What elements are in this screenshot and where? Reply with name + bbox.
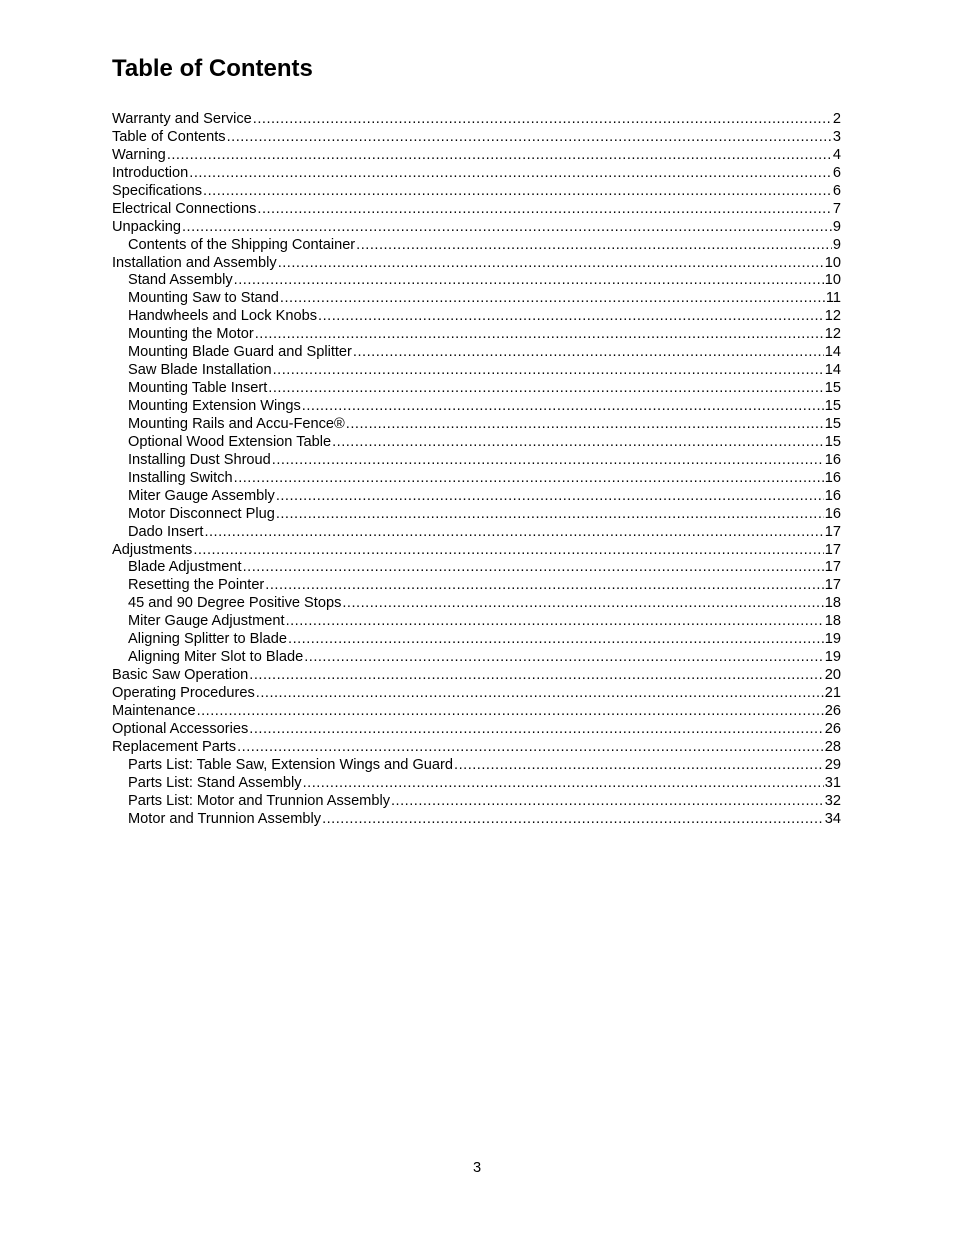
toc-entry-title: Introduction	[112, 164, 189, 181]
dot-leader	[197, 703, 824, 721]
toc-entry	[112, 219, 841, 237]
toc-entry	[112, 362, 841, 380]
toc-entry-title: Installation and Assembly	[112, 254, 277, 271]
toc-entry-page: 17	[824, 559, 841, 576]
dot-leader	[280, 290, 825, 308]
toc-entry-title: Replacement Parts	[112, 738, 237, 755]
toc-entry-title: Unpacking	[112, 218, 181, 235]
toc-entry-title: Motor Disconnect Plug	[128, 505, 275, 522]
toc-entry-page: 31	[824, 774, 841, 791]
toc-entry-title: Mounting Saw to Stand	[128, 290, 279, 307]
toc-entry	[112, 488, 841, 506]
toc-entry-page: 12	[824, 308, 841, 325]
toc-entry-page: 19	[824, 631, 841, 648]
toc-entry	[112, 703, 841, 721]
toc-entry	[112, 721, 841, 739]
toc-entry	[112, 416, 841, 434]
toc-entry-page: 7	[832, 200, 841, 217]
toc-entry-page: 9	[832, 218, 841, 235]
dot-leader	[346, 416, 824, 434]
dot-leader	[278, 255, 824, 273]
dot-leader	[249, 721, 823, 739]
dot-leader	[257, 201, 831, 219]
dot-leader	[318, 308, 824, 326]
toc-entry	[112, 506, 841, 524]
dot-leader	[288, 631, 824, 649]
dot-leader	[303, 775, 824, 793]
toc-entry-title: Mounting Extension Wings	[128, 398, 301, 414]
toc-entry	[112, 452, 841, 470]
toc-entry-page: 11	[825, 290, 841, 307]
toc-entry	[112, 398, 841, 416]
toc-entry-page: 2	[832, 111, 841, 127]
toc-entry-page: 28	[824, 738, 841, 755]
toc-entry-title: Dado Insert	[128, 523, 204, 540]
toc-entry	[112, 237, 841, 255]
dot-leader	[189, 165, 832, 183]
toc-entry	[112, 542, 841, 560]
toc-entry-title: Stand Assembly	[128, 272, 233, 289]
toc-entry	[112, 631, 841, 649]
toc-entry	[112, 577, 841, 595]
toc-entry-page: 26	[824, 720, 841, 737]
toc-entry	[112, 793, 841, 811]
dot-leader	[167, 147, 832, 165]
dot-leader	[286, 613, 824, 631]
toc-entry	[112, 272, 841, 290]
toc-entry-title: Resetting the Pointer	[128, 577, 265, 594]
toc-entry-page: 16	[824, 469, 841, 486]
toc-entry	[112, 667, 841, 685]
toc-entry-title: Handwheels and Lock Knobs	[128, 308, 318, 325]
toc-entry-title: Optional Accessories	[112, 720, 249, 737]
toc-entry-title: Mounting Rails and Accu-Fence®	[128, 415, 345, 432]
dot-leader	[234, 470, 824, 488]
toc-entry-title: Optional Wood Extension Table	[128, 433, 332, 450]
toc-entry-page: 19	[824, 649, 841, 666]
toc-entry-page: 15	[824, 433, 841, 450]
dot-leader	[203, 183, 832, 201]
toc-entry-page: 21	[824, 685, 841, 701]
dot-leader	[272, 452, 824, 470]
toc-entry-title: Maintenance	[112, 702, 196, 719]
dot-leader	[237, 739, 824, 757]
toc-entry-page: 15	[824, 415, 841, 432]
toc-entry-page: 10	[824, 272, 841, 289]
toc-entry-title: Table of Contents	[112, 128, 226, 145]
dot-leader	[304, 649, 824, 667]
toc-entry-page: 18	[824, 613, 841, 630]
toc-entry-title: Mounting Table Insert	[128, 380, 268, 397]
toc-entry-title: Basic Saw Operation	[112, 667, 249, 684]
toc-entry-title: Parts List: Motor and Trunnion Assembly	[128, 792, 390, 809]
toc-entry	[112, 559, 841, 577]
toc-entry	[112, 255, 841, 273]
toc-entry	[112, 290, 841, 308]
toc-entry-title: Electrical Connections	[112, 200, 257, 217]
toc-entry	[112, 147, 841, 165]
dot-leader	[302, 398, 824, 416]
dot-leader	[273, 362, 824, 380]
toc-entry-title: Adjustments	[112, 541, 193, 558]
dot-leader	[182, 219, 832, 237]
dot-leader	[227, 129, 832, 147]
toc-entry	[112, 380, 841, 398]
dot-leader	[332, 434, 824, 452]
toc-entry	[112, 649, 841, 667]
dot-leader	[249, 667, 823, 685]
toc-entry-title: Operating Procedures	[112, 685, 255, 701]
dot-leader	[204, 524, 823, 542]
toc-entry	[112, 326, 841, 344]
toc-entry	[112, 757, 841, 775]
toc-entry-title: Miter Gauge Adjustment	[128, 613, 285, 630]
toc-entry-page: 17	[824, 523, 841, 540]
toc-entry	[112, 434, 841, 452]
dot-leader	[391, 793, 824, 811]
toc-entry	[112, 111, 841, 129]
toc-entry-title: Warning	[112, 146, 166, 163]
dot-leader	[256, 685, 824, 703]
toc-entry-title: 45 and 90 Degree Positive Stops	[128, 595, 342, 612]
toc-entry	[112, 613, 841, 631]
toc-entry	[112, 183, 841, 201]
toc-entry-page: 10	[824, 254, 841, 271]
dot-leader	[234, 272, 824, 290]
toc-entry	[112, 595, 841, 613]
dot-leader	[342, 595, 823, 613]
dot-leader	[243, 559, 824, 577]
page-number: 3	[472, 1160, 482, 1176]
dot-leader	[265, 577, 823, 595]
toc-entry	[112, 811, 841, 829]
dot-leader	[253, 111, 832, 129]
toc-entry-title: Parts List: Table Saw, Extension Wings and Guard	[128, 756, 454, 773]
toc-entry	[112, 739, 841, 757]
dot-leader	[353, 344, 824, 362]
toc-entry	[112, 775, 841, 793]
toc-entry-page: 26	[824, 702, 841, 719]
toc-entry-page: 32	[824, 792, 841, 809]
toc-entry	[112, 129, 841, 147]
toc-entry-page: 15	[824, 398, 841, 414]
toc-entry-title: Installing Dust Shroud	[128, 451, 271, 468]
dot-leader	[193, 542, 823, 560]
toc-entry	[112, 524, 841, 542]
dot-leader	[454, 757, 824, 775]
toc-entry-title: Contents of the Shipping Container	[128, 236, 356, 253]
toc-entry-page: 12	[824, 326, 841, 343]
toc-entry-title: Installing Switch	[128, 469, 233, 486]
toc-entry-page: 20	[824, 667, 841, 684]
toc-entry-page: 16	[824, 505, 841, 522]
page-title: Table of Contents	[112, 55, 313, 82]
toc-entry-page: 6	[832, 164, 841, 181]
toc-entry-page: 18	[824, 595, 841, 612]
toc-entry-page: 34	[824, 810, 841, 827]
dot-leader	[322, 811, 824, 829]
toc-entry-page: 16	[824, 451, 841, 468]
toc-entry-page: 4	[832, 146, 841, 163]
toc-entry-page: 17	[824, 577, 841, 594]
toc-entry	[112, 165, 841, 183]
toc-entry-page: 14	[824, 362, 841, 379]
toc-entry-title: Mounting the Motor	[128, 326, 254, 343]
toc-entry	[112, 470, 841, 488]
toc-entry-page: 9	[832, 236, 841, 253]
toc-entry-page: 29	[824, 756, 841, 773]
toc-entry	[112, 344, 841, 362]
toc-entry-title: Specifications	[112, 182, 203, 199]
toc-entry	[112, 685, 841, 703]
toc-entry-title: Mounting Blade Guard and Splitter	[128, 344, 352, 361]
dot-leader	[356, 237, 832, 255]
toc-entry-title: Motor and Trunnion Assembly	[128, 810, 322, 827]
toc-entry	[112, 308, 841, 326]
toc-entry	[112, 201, 841, 219]
dot-leader	[255, 326, 824, 344]
toc-entry-page: 6	[832, 182, 841, 199]
toc-entry-title: Warranty and Service	[112, 111, 252, 127]
toc-entry-page: 17	[824, 541, 841, 558]
toc-entry-title: Blade Adjustment	[128, 559, 242, 576]
dot-leader	[276, 488, 824, 506]
toc-entry-page: 14	[824, 344, 841, 361]
toc-entry-title: Saw Blade Installation	[128, 362, 272, 379]
toc-entry-title: Miter Gauge Assembly	[128, 487, 275, 504]
table-of-contents	[112, 111, 841, 829]
toc-entry-title: Aligning Miter Slot to Blade	[128, 649, 304, 666]
toc-entry-title: Aligning Splitter to Blade	[128, 631, 288, 648]
dot-leader	[268, 380, 823, 398]
dot-leader	[276, 506, 824, 524]
toc-entry-title: Parts List: Stand Assembly	[128, 774, 302, 791]
toc-entry-page: 3	[832, 128, 841, 145]
toc-entry-page: 16	[824, 487, 841, 504]
toc-entry-page: 15	[824, 380, 841, 397]
